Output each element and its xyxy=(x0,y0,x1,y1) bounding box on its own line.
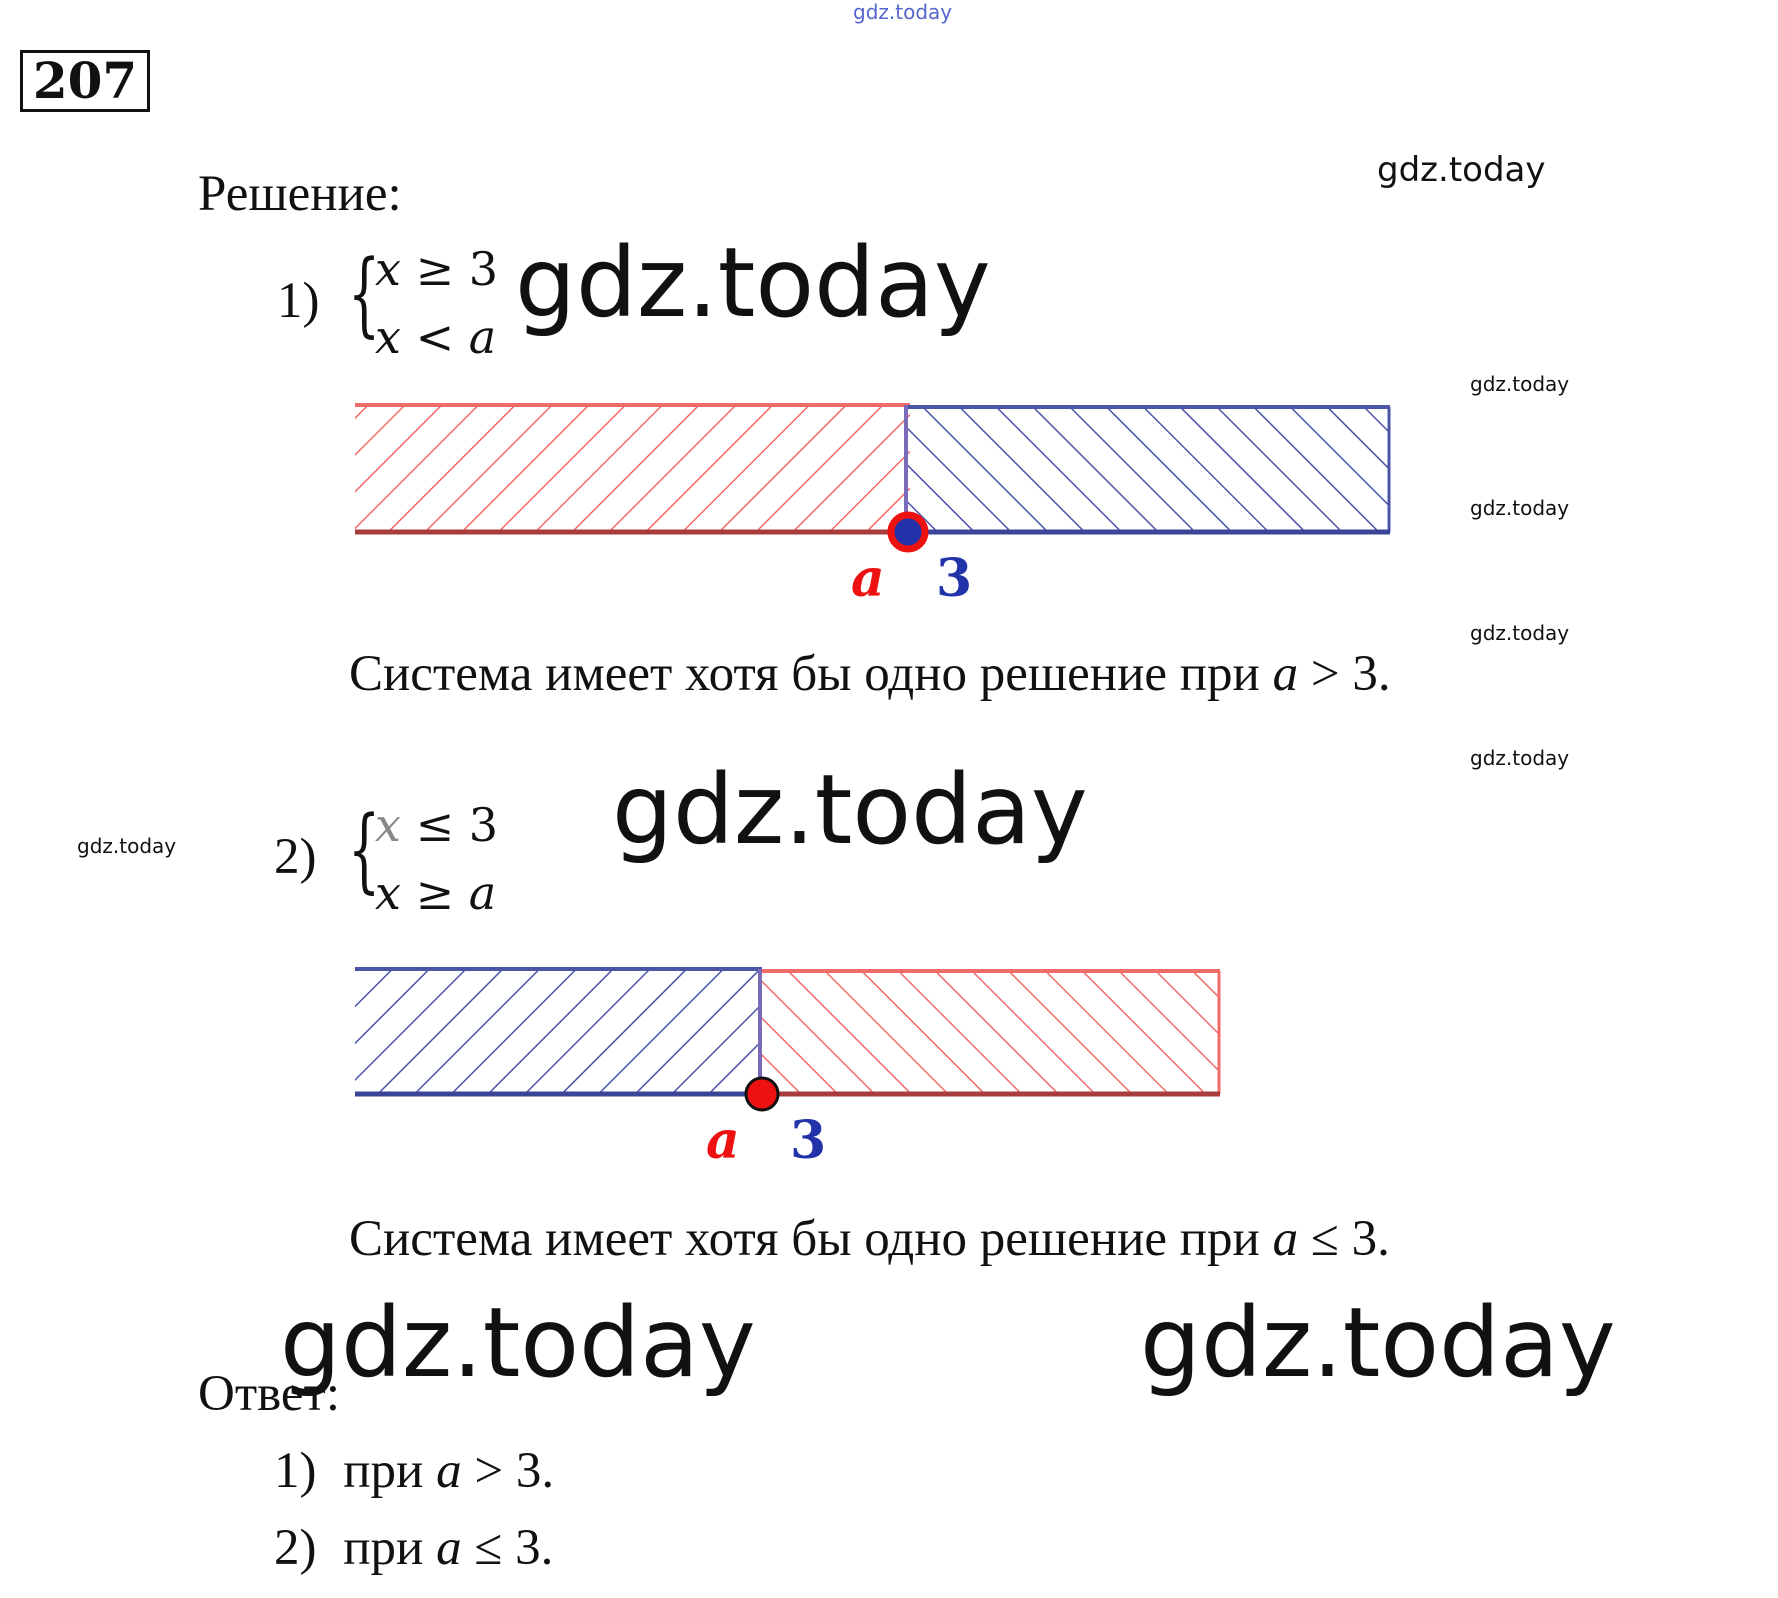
part1-point xyxy=(891,515,925,549)
conclusion-text: Система имеет хотя бы одно решение при xyxy=(349,646,1260,702)
part2-label-3: 3 xyxy=(790,1110,827,1171)
part2-label-a: a xyxy=(706,1110,740,1171)
ineq-rel: < xyxy=(415,310,455,364)
answer-item-var: a xyxy=(436,1443,462,1499)
watermark: gdz.today xyxy=(1470,372,1570,396)
part1-brace: { xyxy=(348,240,381,347)
ineq-var: x xyxy=(375,866,401,920)
watermark: gdz.today xyxy=(1470,496,1570,520)
answer-item-var: a xyxy=(436,1520,462,1576)
answer-item-1 xyxy=(274,1442,554,1500)
part2-point xyxy=(746,1078,778,1110)
ineq-rel: ≤ xyxy=(415,798,455,852)
conclusion-var: a xyxy=(1272,646,1299,702)
solution-heading: Решение: xyxy=(198,166,402,222)
part2-diagram-group xyxy=(355,969,1220,1110)
ineq-rhs: a xyxy=(468,866,497,920)
watermark: gdz.today xyxy=(612,754,1088,866)
part1-label-3: 3 xyxy=(936,548,973,609)
part1-conclusion xyxy=(349,645,1391,703)
watermark: gdz.today xyxy=(1140,1287,1616,1399)
watermark-top: gdz.today xyxy=(853,0,953,24)
ineq-var: x xyxy=(375,310,401,364)
watermark: gdz.today xyxy=(77,834,177,858)
ineq-rhs: 3 xyxy=(468,798,499,852)
ineq-var: x xyxy=(375,798,401,852)
answer-heading: Ответ: xyxy=(198,1366,340,1422)
part1-blue-hatched-region xyxy=(906,407,1390,532)
watermark: gdz.today xyxy=(280,1287,756,1399)
part1-diagram-group xyxy=(355,405,1390,549)
part2-conclusion xyxy=(349,1210,1390,1268)
part2-label: 2) xyxy=(274,829,317,885)
answer-item-rel: > 3. xyxy=(461,1443,555,1499)
ineq-rhs: a xyxy=(468,310,497,364)
ineq-var: x xyxy=(375,242,401,296)
part2-red-hatched-region xyxy=(760,971,1220,1094)
conclusion-var: a xyxy=(1272,1211,1299,1267)
part2-brace: { xyxy=(348,796,381,903)
problem-number: 207 xyxy=(20,50,150,112)
answer-item-word: при xyxy=(343,1443,424,1499)
part2-blue-hatched-region xyxy=(355,969,762,1094)
watermark: gdz.today xyxy=(1377,150,1546,190)
answer-item-2 xyxy=(274,1519,553,1577)
part1-red-hatched-region xyxy=(355,405,910,532)
conclusion-text: Система имеет хотя бы одно решение при xyxy=(349,1211,1260,1267)
conclusion-rel: ≤ 3. xyxy=(1298,1211,1390,1267)
watermark: gdz.today xyxy=(1470,746,1570,770)
watermark: gdz.today xyxy=(515,227,991,339)
answer-item-rel: ≤ 3. xyxy=(461,1520,554,1576)
ineq-rel: ≥ xyxy=(415,242,455,296)
answer-item-word: при xyxy=(343,1520,424,1576)
part2-ineq2 xyxy=(375,866,496,920)
conclusion-rel: > 3. xyxy=(1298,646,1391,702)
watermark: gdz.today xyxy=(1470,621,1570,645)
answer-item-label: 2) xyxy=(274,1520,317,1576)
answer-item-label: 1) xyxy=(274,1443,317,1499)
ineq-rhs: 3 xyxy=(468,242,499,296)
part2-ineq1 xyxy=(375,798,498,852)
part1-label: 1) xyxy=(277,273,320,329)
ineq-rel: ≥ xyxy=(415,866,455,920)
part1-label-a: a xyxy=(851,548,885,609)
